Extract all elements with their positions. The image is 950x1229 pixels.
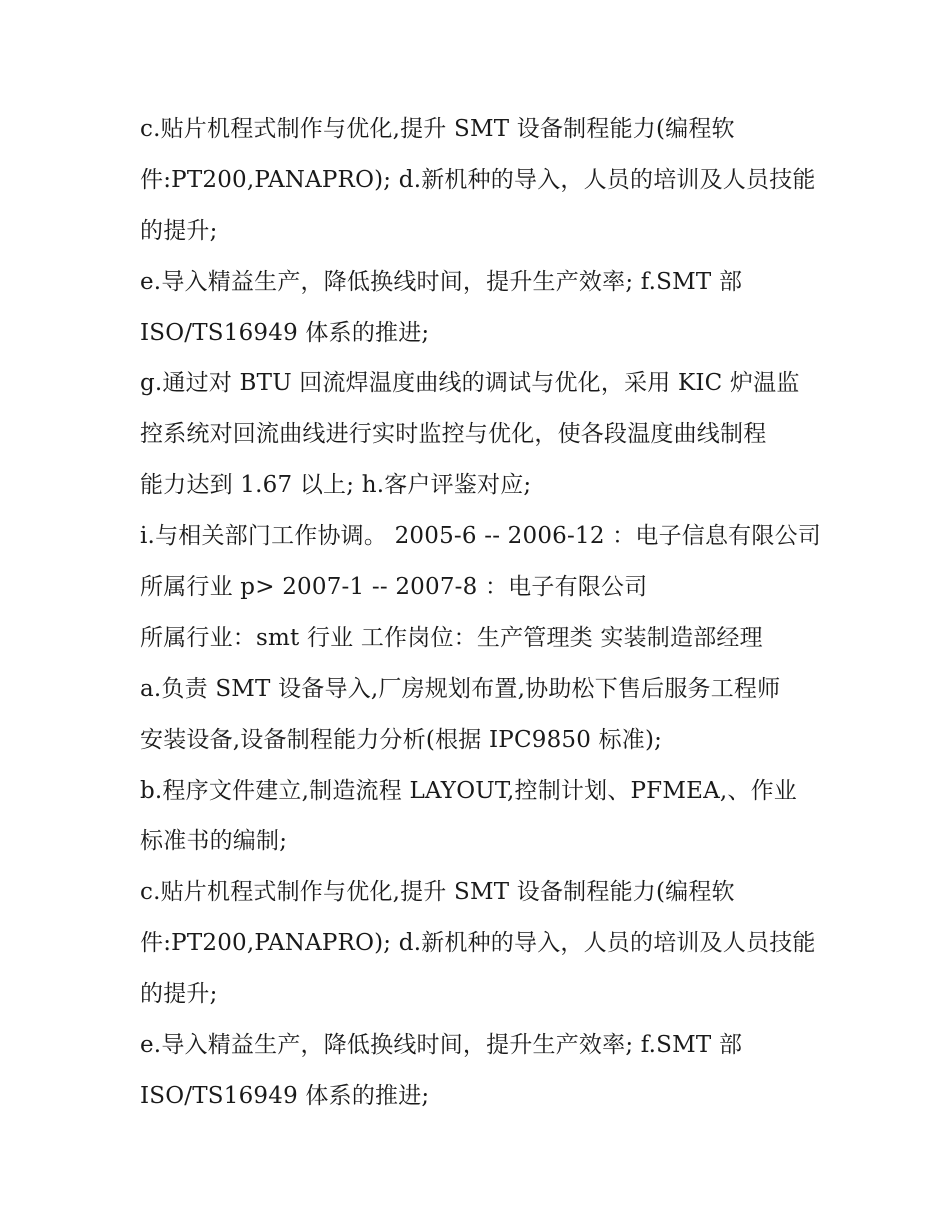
text-line: 控系统对回流曲线进行实时监控与优化，使各段温度曲线制程 <box>140 421 767 448</box>
text-line: 件:PT200,PANAPRO); d.新机种的导入，人员的培训及人员技能 <box>140 166 816 193</box>
text-line: ISO/TS16949 体系的推进; <box>140 319 430 346</box>
text-line: e.导入精益生产，降低换线时间，提升生产效率; f.SMT 部 <box>140 1032 743 1059</box>
text-line: g.通过对 BTU 回流焊温度曲线的调试与优化，采用 KIC 炉温监 <box>140 370 800 397</box>
text-line: c.贴片机程式制作与优化,提升 SMT 设备制程能力(编程软 <box>140 116 735 142</box>
text-line: 安装设备,设备制程能力分析(根据 IPC9850 标准); <box>140 726 663 753</box>
text-line: 件:PT200,PANAPRO); d.新机种的导入，人员的培训及人员技能 <box>140 930 816 957</box>
text-line: 标准书的编制; <box>140 828 288 855</box>
text-line: e.导入精益生产，降低换线时间，提升生产效率; f.SMT 部 <box>140 268 743 295</box>
text-line: ISO/TS16949 体系的推进; <box>140 1082 430 1109</box>
text-line: 所属行业：smt 行业 工作岗位：生产管理类 实装制造部经理 <box>140 624 763 651</box>
document-body <box>140 104 820 1122</box>
text-line: c.贴片机程式制作与优化,提升 SMT 设备制程能力(编程软 <box>140 879 735 906</box>
text-line: 的提升; <box>140 981 218 1008</box>
text-line: 能力达到 1.67 以上; h.客户评鉴对应; <box>140 472 532 499</box>
text-line: 所属行业 p> 2007-1 -- 2007-8 ：电子有限公司 <box>140 574 648 601</box>
text-line: a.负责 SMT 设备导入,厂房规划布置,协助松下售后服务工程师 <box>140 675 781 702</box>
text-line: 的提升; <box>140 217 218 244</box>
text-line: i.与相关部门工作协调。 2005-6 -- 2006-12 ：电子信息有限公司 <box>140 523 821 550</box>
text-line: b.程序文件建立,制造流程 LAYOUT,控制计划、PFMEA,、作业 <box>140 777 797 804</box>
